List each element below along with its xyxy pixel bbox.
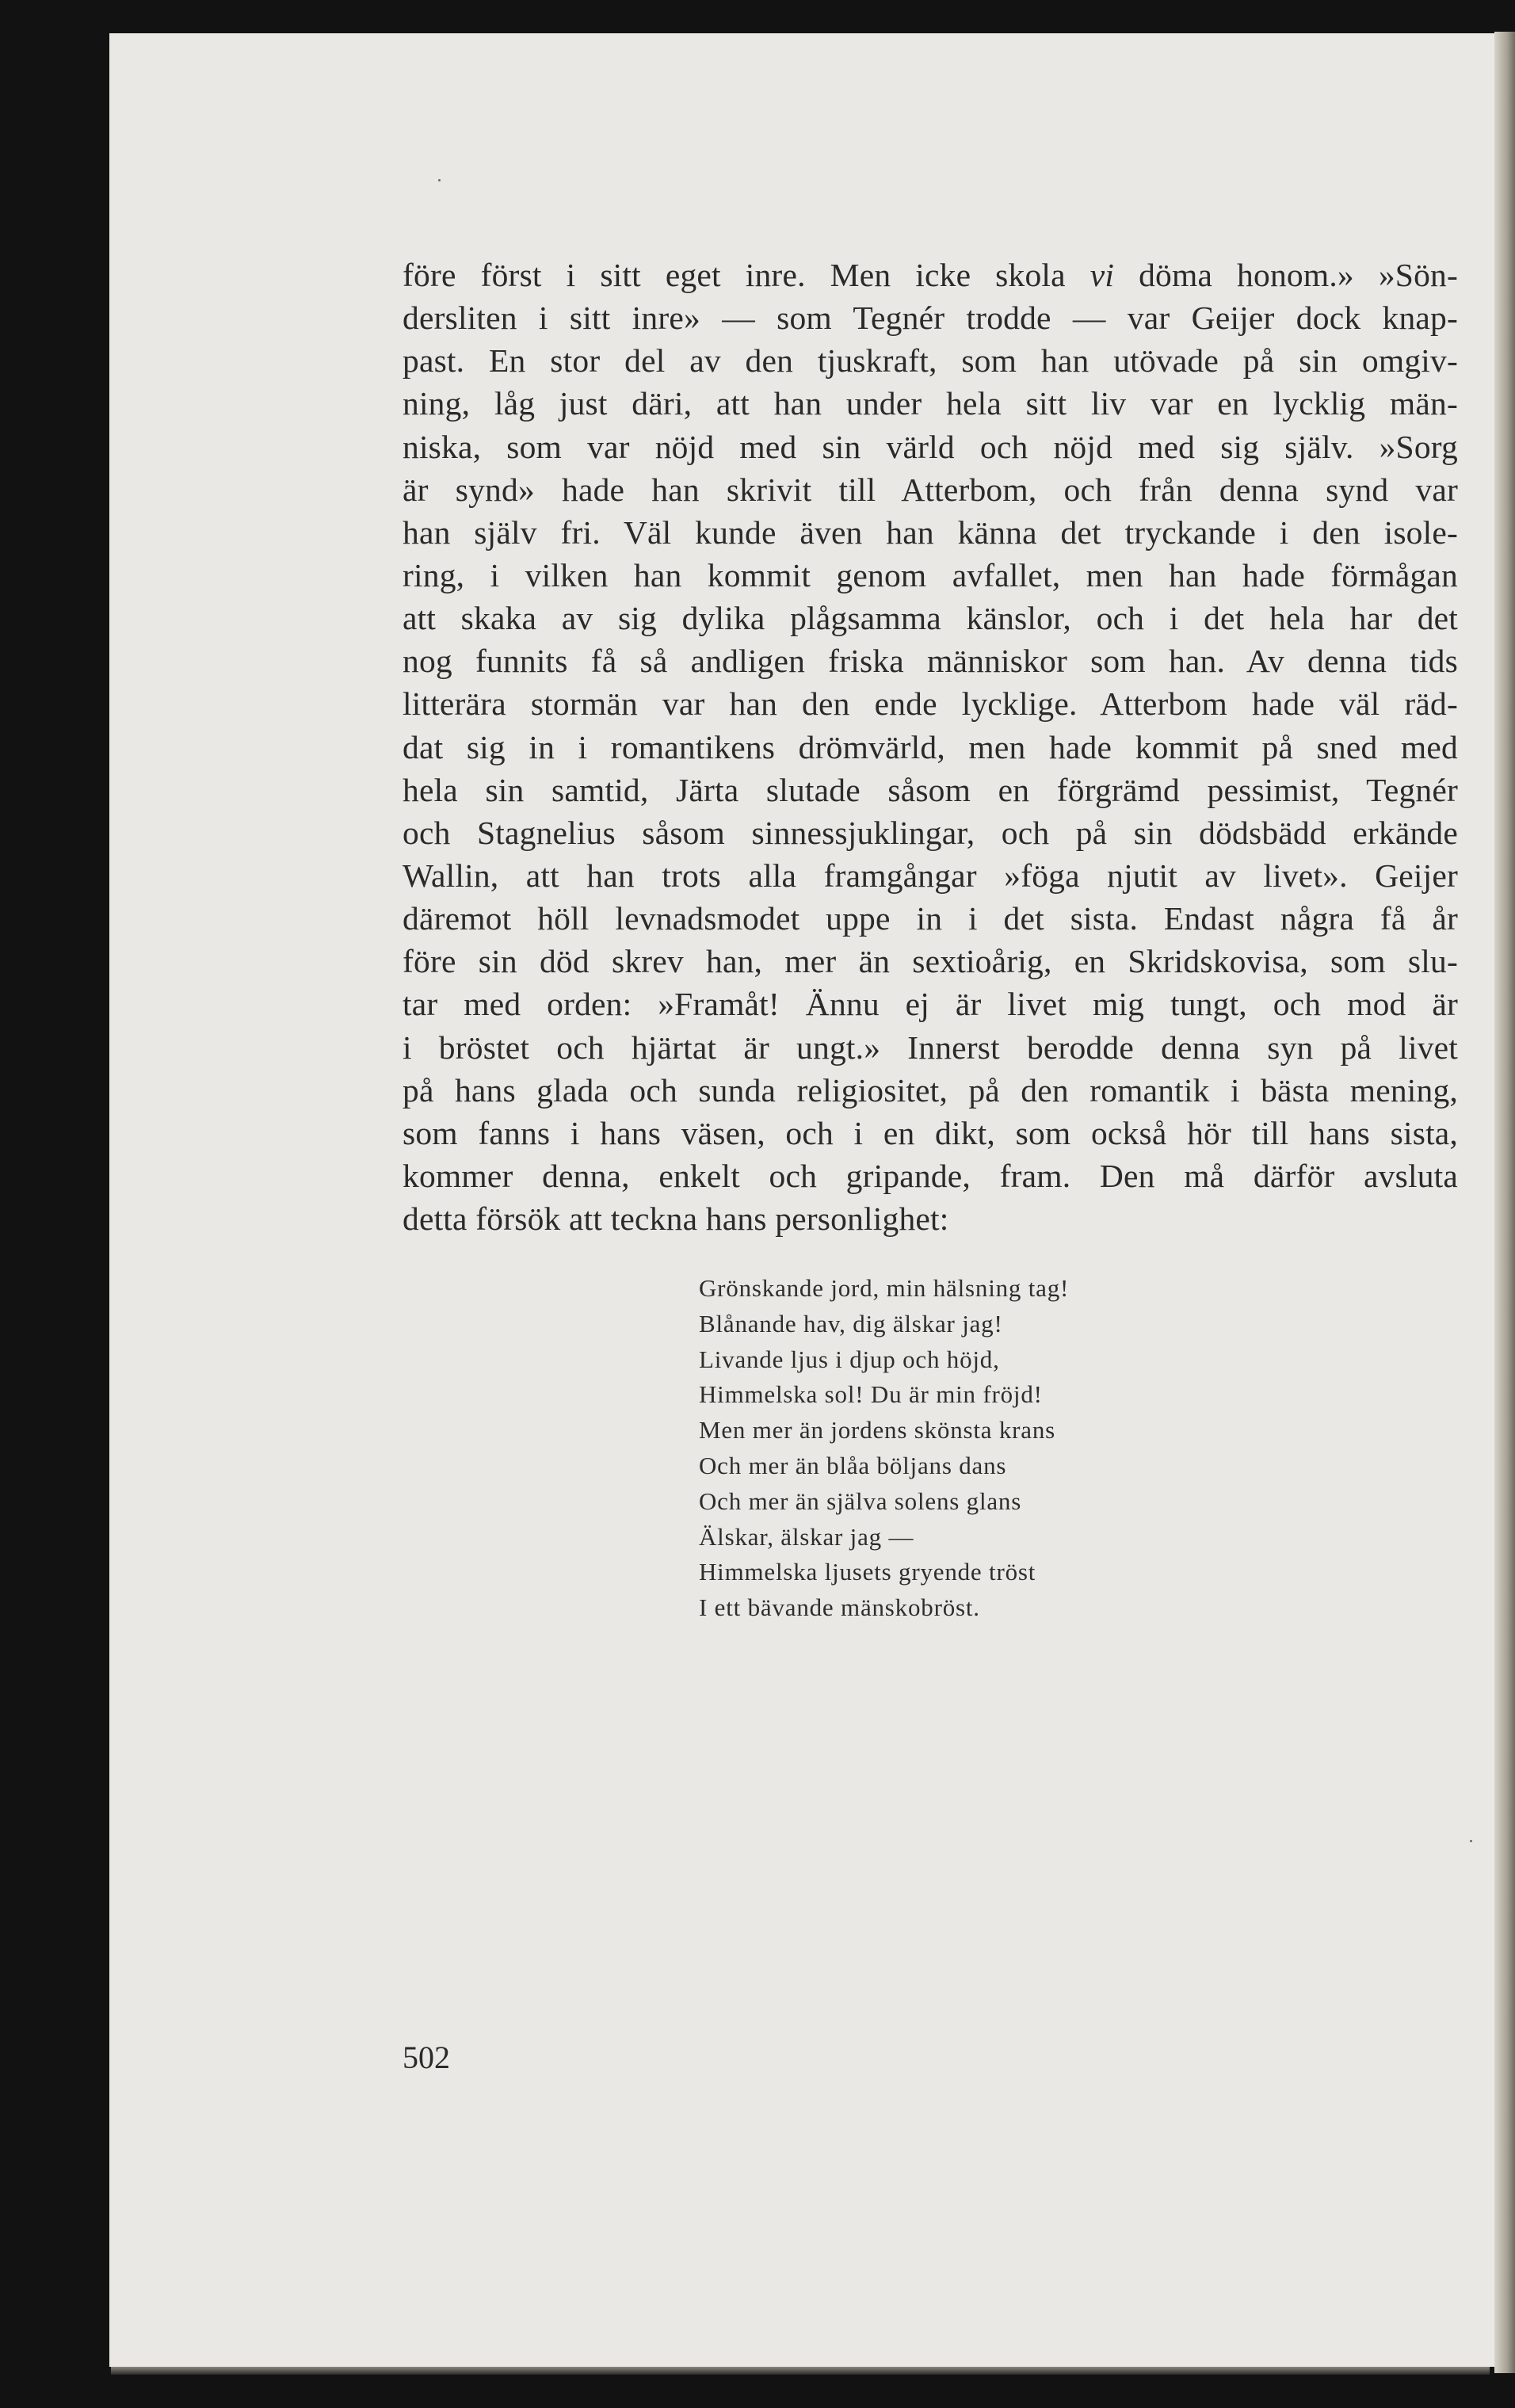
poem-line: I ett bävande mänskobröst. [699,1593,980,1622]
text-line: hela sin samtid, Järta slutade såsom en förgrämd pessimist, Tegnér [403,771,1458,808]
text-line: är synd» hade han skrivit till Atterbom, och från denna synd var [403,471,1458,508]
poem-line: Men mer än jordens skönsta krans [699,1416,1056,1444]
text-line: i bröstet och hjärtat är ungt.» Innerst berodde denna syn på livet [403,1028,1458,1066]
poem-line: Blånande hav, dig älskar jag! [699,1309,1003,1338]
emphasis: vi [1090,257,1115,293]
text-line: däremot höll levnadsmodet uppe in i det sista. Endast några få år [403,900,1458,937]
poem-line: Grönskande jord, min hälsning tag! [699,1274,1070,1302]
text-line: han själv fri. Väl kunde även han känna det tryckande i den isole- [403,513,1458,551]
text-line: dersliten i sitt inre» — som Tegnér trodde — var Geijer dock knap- [403,300,1458,337]
text-line: nog funnits få så andligen friska människor som han. Av denna tids [403,643,1458,680]
text-line: tar med orden: »Framåt! Ännu ej är livet mig tungt, och mod är [403,986,1458,1023]
text-line: att skaka av sig dylika plågsamma känslor, och i det hela har det [403,600,1458,637]
body-text [403,254,1458,1240]
text-line: Wallin, att han trots alla framgångar »föga njutit av livet». Geijer [403,857,1458,894]
poem-line: Livande ljus i djup och höjd, [699,1345,1000,1373]
poem-line: Och mer än själva solens glans [699,1486,1022,1515]
text-line: och Stagnelius såsom sinnessjuklingar, och på sin dödsbädd erkände [403,814,1458,851]
text-line: niska, som var nöjd med sin värld och nöjd med sig själv. »Sorg [403,428,1458,465]
paper-speck [438,179,441,181]
text-line: före först i sitt eget inre. Men icke skola vi döma honom.» »Sön- [403,257,1458,293]
text-line: ring, i vilken han kommit genom avfallet, men han hade förmågan [403,556,1458,593]
text-line: litterära stormän var han den ende lycklige. Atterbom hade väl räd- [403,685,1458,723]
text-line: ning, låg just däri, att han under hela sitt liv var en lycklig män- [403,385,1458,422]
text-line: på hans glada och sunda religiositet, på den romantik i bästa mening, [403,1071,1458,1109]
page-bottom-edge [111,2367,1490,2375]
text-line: kommer denna, enkelt och gripande, fram. Den må därför avsluta [403,1157,1458,1194]
text-line: dat sig in i romantikens drömvärld, men hade kommit på sned med [403,728,1458,765]
text-line: detta försök att teckna hans personlighet: [403,1200,949,1238]
page-edge [1494,32,1515,2373]
text-line: före sin död skrev han, mer än sextioårig, en Skridskovisa, som slu- [403,943,1458,980]
text-line: past. En stor del av den tjuskraft, som han utövade på sin omgiv- [403,342,1458,380]
text-line: som fanns i hans väsen, och i en dikt, som också hör till hans sista, [403,1114,1458,1151]
poem-line: Älskar, älskar jag — [699,1522,914,1551]
paper-speck [1470,1840,1472,1842]
page-number: 502 [403,2040,450,2075]
poem-line: Himmelska ljusets gryende tröst [699,1558,1036,1586]
poem-line: Och mer än blåa böljans dans [699,1451,1007,1479]
poem-line: Himmelska sol! Du är min fröjd! [699,1380,1043,1409]
poem [699,1271,1069,1626]
